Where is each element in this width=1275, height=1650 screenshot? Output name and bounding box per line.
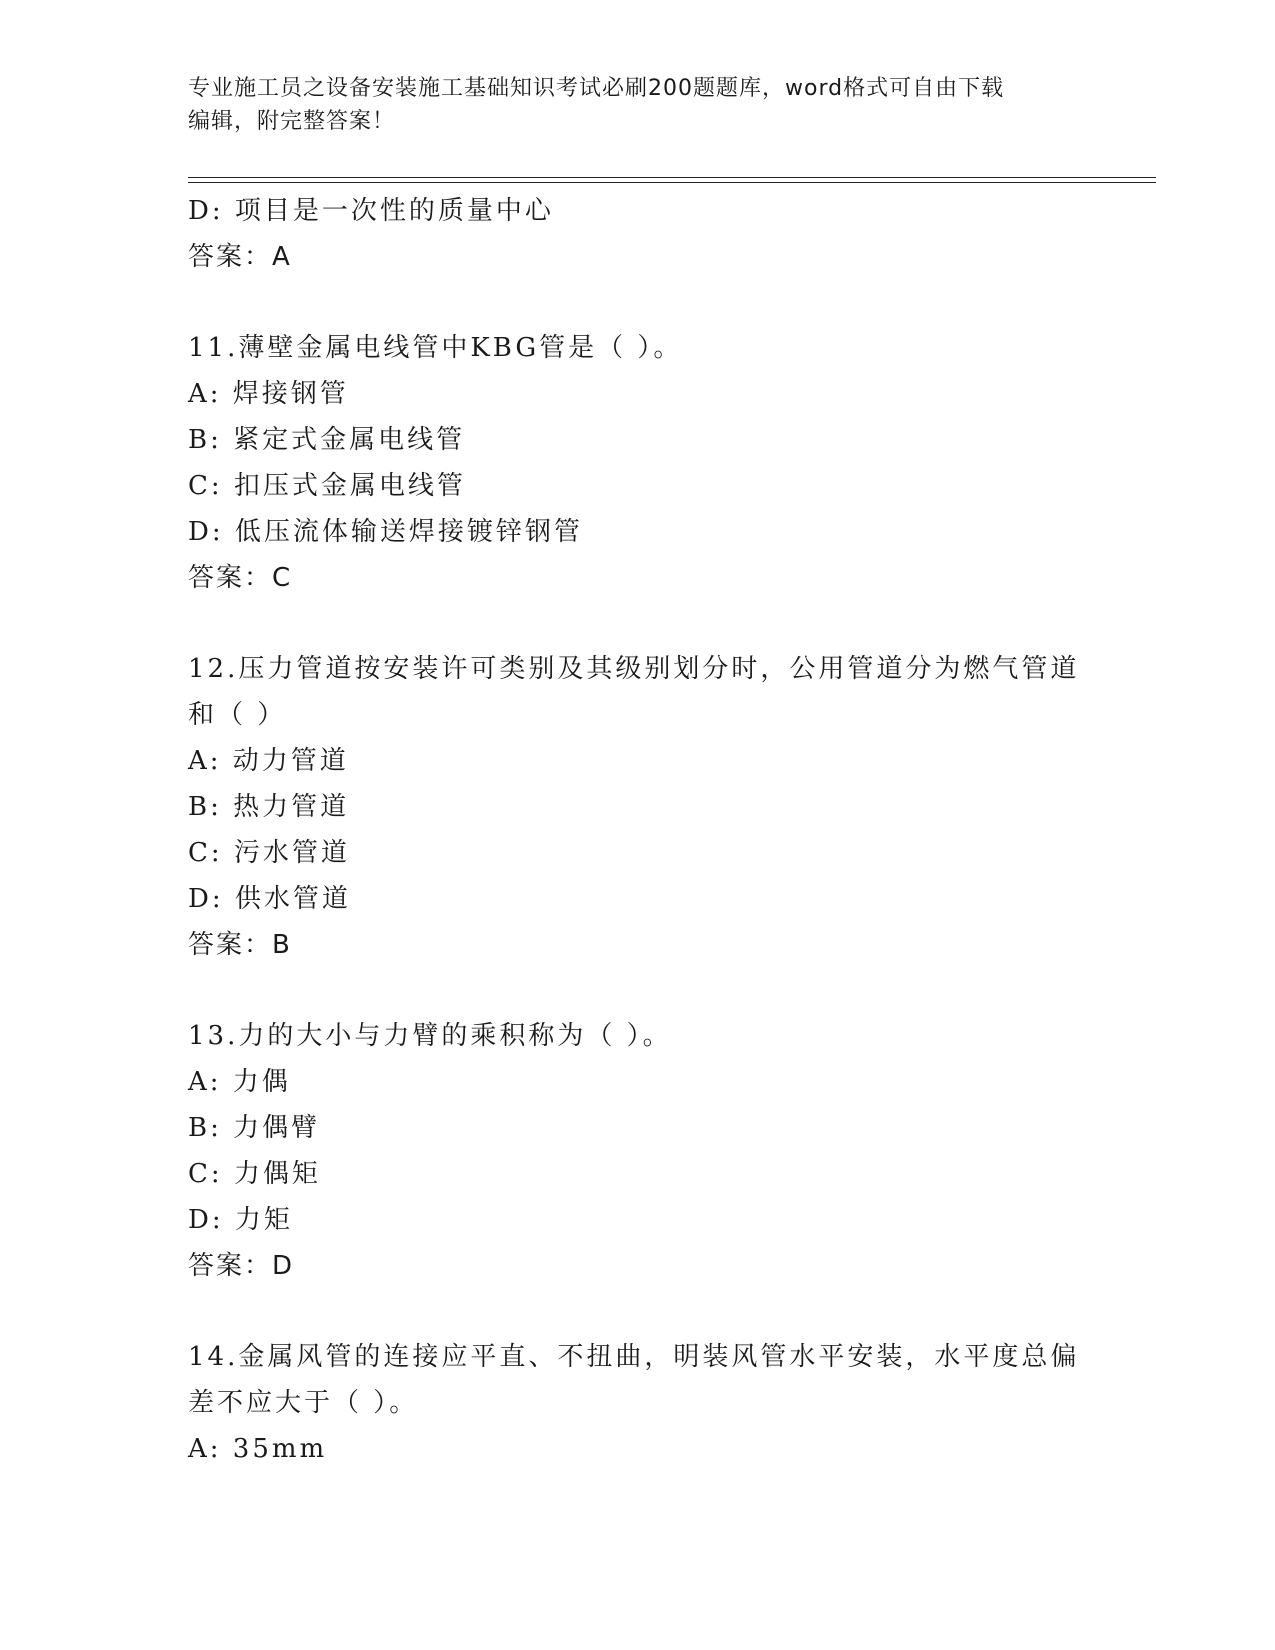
answer: 答案：C [188, 563, 293, 593]
question-list [188, 188, 1088, 1472]
header-divider-bottom [188, 182, 1156, 183]
answer: 答案：B [188, 930, 292, 960]
question-13 [188, 1013, 1088, 1289]
question-stem-line-2: 差不应大于（ ）。 [188, 1388, 419, 1418]
option-c: C: 扣压式金属电线管 [188, 471, 466, 501]
option-b: B: 紧定式金属电线管 [188, 425, 466, 455]
spacer [188, 601, 1088, 646]
question-stem: 11.薄壁金属电线管中KBG管是（ ）。 [188, 333, 683, 363]
option-c: C: 污水管道 [188, 838, 350, 868]
document-header [188, 72, 1068, 138]
question-12 [188, 646, 1088, 968]
answer: 答案：A [188, 242, 292, 272]
spacer [188, 968, 1088, 1013]
option-b: B: 热力管道 [188, 792, 350, 822]
option-d: D: 力矩 [188, 1205, 293, 1235]
question-stem-line-1: 14.金属风管的连接应平直、不扭曲，明装风管水平安装，水平度总偏 [188, 1342, 1080, 1372]
option-d: D: 供水管道 [188, 884, 351, 914]
option-a: A: 力偶 [188, 1067, 291, 1097]
header-title-line-1: 专业施工员之设备安装施工基础知识考试必刷200题题库，word格式可自由下载 [188, 76, 1005, 101]
option-b: B: 力偶臂 [188, 1113, 321, 1143]
question-stem-line-1: 12.压力管道按安装许可类别及其级别划分时，公用管道分为燃气管道 [188, 654, 1080, 684]
option-d: D: 项目是一次性的质量中心 [188, 196, 554, 226]
question-stem: 13.力的大小与力臂的乘积称为（ ）。 [188, 1021, 672, 1051]
option-a: A: 动力管道 [188, 746, 349, 776]
option-d: D: 低压流体输送焊接镀锌钢管 [188, 517, 583, 547]
header-title-line-2: 编辑，附完整答案！ [188, 109, 396, 134]
answer: 答案：D [188, 1251, 295, 1281]
option-a: A: 35mm [188, 1434, 328, 1464]
question-10 [188, 188, 1088, 280]
question-14 [188, 1334, 1088, 1472]
spacer [188, 1289, 1088, 1334]
option-a: A: 焊接钢管 [188, 379, 349, 409]
option-c: C: 力偶矩 [188, 1159, 321, 1189]
question-11 [188, 325, 1088, 601]
header-divider-top [188, 177, 1156, 178]
spacer [188, 280, 1088, 325]
question-stem-line-2: 和（ ） [188, 700, 287, 730]
